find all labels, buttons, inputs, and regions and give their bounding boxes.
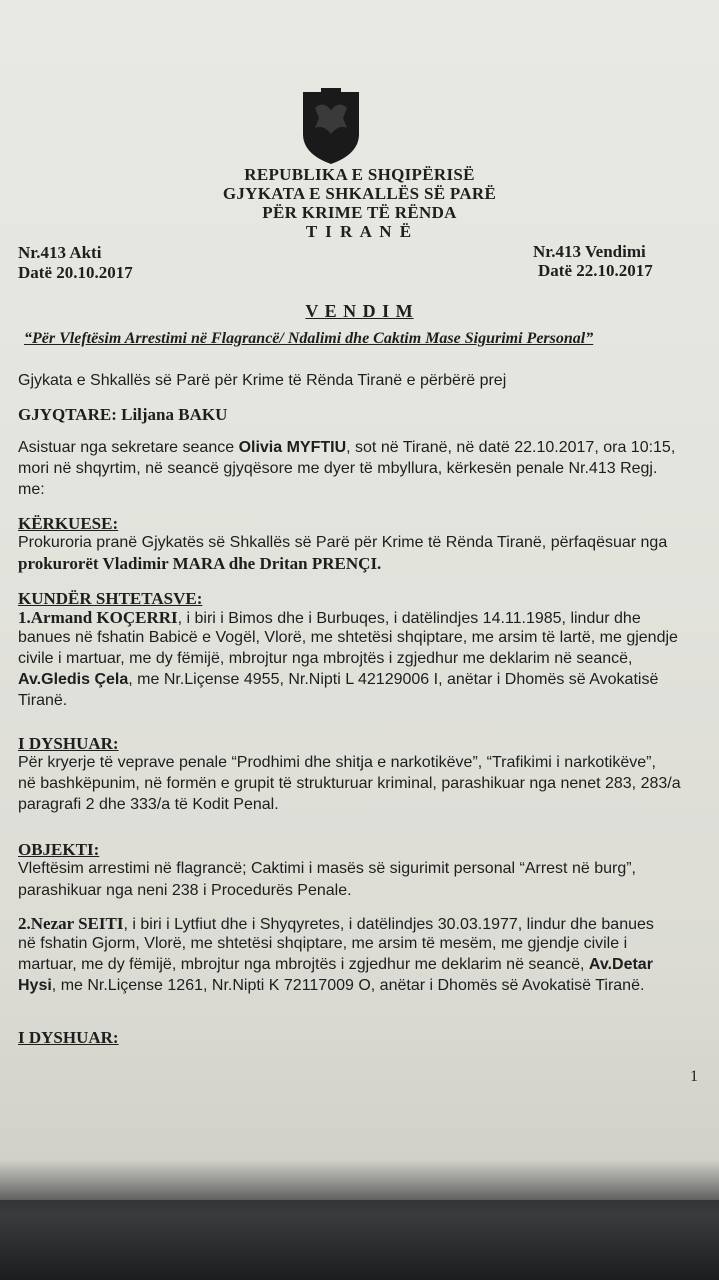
kerkuese-line-2: prokurorët Vladimir MARA dhe Dritan PRENÇI.	[18, 554, 382, 573]
act-number: Nr.413 Akti	[18, 243, 102, 262]
person1-line-4: Av.Gledis Çela, me Nr.Liçense 4955, Nr.Nipti L 42129006 I, anëtar i Dhomës së Avokatisë	[18, 671, 659, 688]
header-line-crimes: PËR KRIME TË RËNDA	[262, 203, 457, 222]
kunder-heading: KUNDËR SHTETASVE:	[18, 589, 203, 608]
decision-number: Nr.413 Vendimi	[533, 242, 646, 261]
secretary-name: Olivia MYFTIU	[238, 439, 347, 456]
albanian-coat-of-arms-icon	[299, 88, 363, 166]
objekti-line-1: Vleftësim arrestimi në flagrancë; Caktimi i masës së sigurimit personal “Arrest në burg”,	[18, 860, 636, 877]
dyshuar1-line-3: paragrafi 2 dhe 333/a të Kodit Penal.	[18, 796, 279, 813]
person1-line-3: civile i martuar, me dy fëmijë, mbrojtur nga mbrojtës i zgjedhur me deklarim në seancë,	[18, 650, 633, 667]
header-line-republic: REPUBLIKA E SHQIPËRISË	[244, 165, 475, 184]
dyshuar-heading-2: I DYSHUAR:	[18, 1028, 119, 1047]
person1-line-2: banues në fshatin Babicë e Vogël, Vlorë, me shtetësi shqiptare, me arsim të lartë, me gjendje	[18, 629, 678, 646]
kerkuese-heading: KËRKUESE:	[18, 514, 119, 533]
person2-lawyer-first: Av.Detar	[588, 956, 653, 973]
page-number: 1	[690, 1068, 698, 1085]
objekti-heading: OBJEKTI:	[18, 840, 100, 859]
assisted-line-1: Asistuar nga sekretare seance Olivia MYFTIU, sot në Tiranë, në datë 22.10.2017, ora 10:15,	[18, 439, 676, 456]
court-intro: Gjykata e Shkallës së Parë për Krime të Rënda Tiranë e përbërë prej	[18, 372, 507, 389]
document-subtitle: “Për Vleftësim Arrestimi në Flagrancë/ Ndalimi dhe Caktim Mase Sigurimi Personal”	[24, 330, 594, 347]
judge-line: GJYQTARE: Liljana BAKU	[18, 405, 228, 424]
person2-line-4: Hysi, me Nr.Liçense 1261, Nr.Nipti K 72117009 O, anëtar i Dhomës së Avokatisë Tiranë.	[18, 977, 645, 994]
dyshuar-heading-1: I DYSHUAR:	[18, 734, 119, 753]
dyshuar1-line-1: Për kryerje të veprave penale “Prodhimi dhe shitja e narkotikëve”, “Trafikimi i narkotikëve”,	[18, 754, 656, 771]
person1-name: 1.Armand KOÇERRI	[18, 608, 178, 627]
document-title: V E N D I M	[305, 301, 414, 321]
kerkuese-line-1: Prokuroria pranë Gjykatës së Shkallës së Parë për Krime të Rënda Tiranë, përfaqësuar nga	[18, 534, 668, 551]
person2-line-3: martuar, me dy fëmijë, mbrojtur nga mbrojtës i zgjedhur me deklarim në seancë, Av.Detar	[18, 956, 653, 973]
dyshuar1-line-2: në bashkëpunim, në formën e grupit të strukturuar kriminal, parashikuar nga nenet 283, 283/a	[18, 775, 681, 792]
person2-lawyer-last: Hysi	[18, 977, 52, 994]
assisted-line-3: me:	[18, 481, 45, 498]
person2-line-2: në fshatin Gjorm, Vlorë, me shtetësi shqiptare, me arsim të mesëm, me gjendje civile i	[18, 935, 628, 952]
person2-name: 2.Nezar SEITI	[18, 914, 124, 933]
header-line-city: T I R A N Ë	[305, 222, 414, 241]
person2-line-1: 2.Nezar SEITI, i biri i Lytfiut dhe i Shyqyretes, i datëlindjes 30.03.1977, lindur dhe banues	[18, 914, 654, 933]
objekti-line-2: parashikuar nga neni 238 i Procedurës Penale.	[18, 882, 352, 899]
person1-line-5: Tiranë.	[18, 692, 68, 709]
person1-line-1: 1.Armand KOÇERRI, i biri i Bimos dhe i Burbuqes, i datëlindjes 14.11.1985, lindur dhe	[18, 608, 641, 627]
assisted-line-2: mori në shqyrtim, në seancë gjyqësore me dyer të mbyllura, kërkesën penale Nr.413 Regj.	[18, 460, 658, 477]
photo-background	[0, 1160, 719, 1280]
person1-lawyer: Av.Gledis Çela	[18, 671, 129, 688]
act-date: Datë 20.10.2017	[18, 263, 133, 282]
decision-date: Datë 22.10.2017	[538, 261, 653, 280]
header-line-court: GJYKATA E SHKALLËS SË PARË	[222, 184, 497, 203]
